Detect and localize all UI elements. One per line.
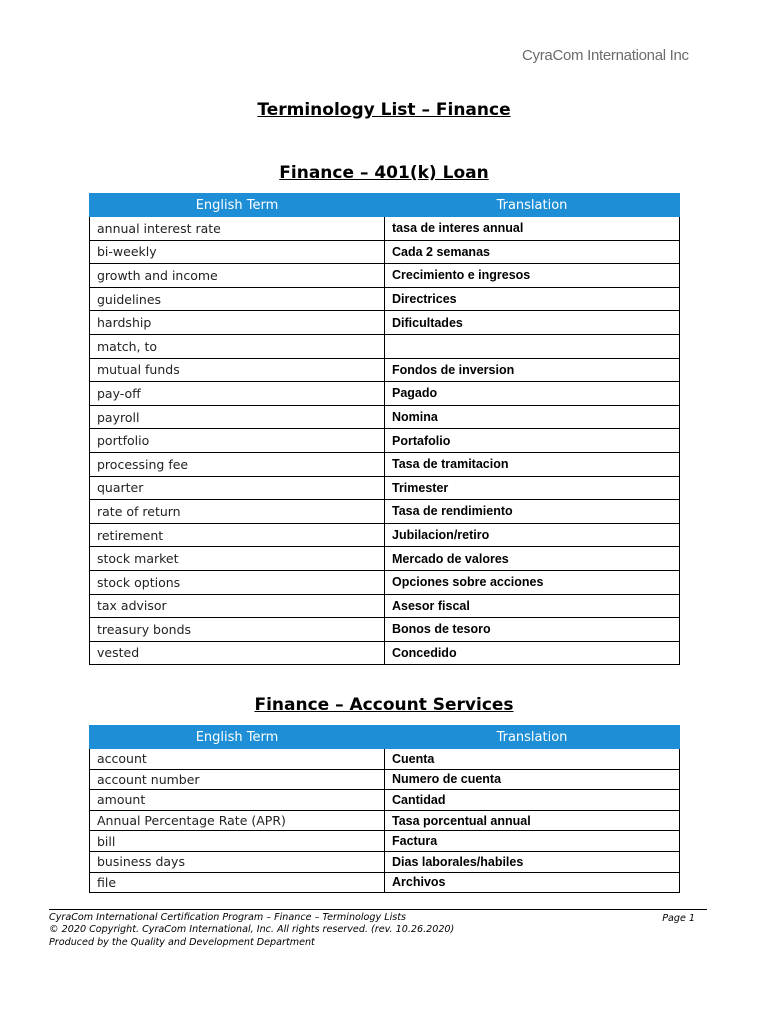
english-term-cell: bi-weekly	[90, 240, 385, 264]
translation-cell: Portafolio	[385, 429, 680, 453]
translation-cell: Tasa de tramitacion	[385, 452, 680, 476]
table-row	[90, 476, 680, 500]
english-term-cell: rate of return	[90, 500, 385, 524]
page-number: Page 1	[662, 913, 695, 924]
english-term-cell: treasury bonds	[90, 618, 385, 642]
table-row	[90, 311, 680, 335]
translation-cell: Cuenta	[385, 749, 680, 770]
translation-cell: Dias laborales/habiles	[385, 851, 680, 872]
translation-cell: Archivos	[385, 872, 680, 893]
footer-program-line: CyraCom International Certification Program – Finance – Terminology Lists	[49, 912, 407, 923]
table-header-row	[90, 726, 680, 749]
translation-cell: Jubilacion/retiro	[385, 523, 680, 547]
translation-cell: Nomina	[385, 405, 680, 429]
table-row	[90, 749, 680, 770]
footer-copyright-line: © 2020 Copyright. CyraCom International, Inc. All rights reserved. (rev. 10.26.2020)	[49, 924, 455, 936]
column-header-translation: Translation	[385, 726, 680, 749]
english-term-cell: portfolio	[90, 429, 385, 453]
translation-cell: Trimester	[385, 476, 680, 500]
translation-cell: Opciones sobre acciones	[385, 570, 680, 594]
table-row	[90, 570, 680, 594]
translation-cell: Tasa de rendimiento	[385, 500, 680, 524]
table-row	[90, 382, 680, 406]
table-row	[90, 264, 680, 288]
table-row	[90, 872, 680, 893]
table-row	[90, 452, 680, 476]
translation-cell: Tasa porcentual annual	[385, 810, 680, 831]
english-term-cell: growth and income	[90, 264, 385, 288]
table-row	[90, 217, 680, 241]
translation-cell: Numero de cuenta	[385, 769, 680, 790]
english-term-cell: processing fee	[90, 452, 385, 476]
page-footer	[49, 909, 707, 949]
english-term-cell: account number	[90, 769, 385, 790]
english-term-cell: hardship	[90, 311, 385, 335]
english-term-cell: stock options	[90, 570, 385, 594]
english-term-cell: payroll	[90, 405, 385, 429]
table-header-row	[90, 194, 680, 217]
table-row	[90, 429, 680, 453]
translation-cell: Cada 2 semanas	[385, 240, 680, 264]
translation-cell: Bonos de tesoro	[385, 618, 680, 642]
translation-cell: Crecimiento e ingresos	[385, 264, 680, 288]
english-term-cell: account	[90, 749, 385, 770]
table-row	[90, 831, 680, 852]
table-row	[90, 334, 680, 358]
english-term-cell: Annual Percentage Rate (APR)	[90, 810, 385, 831]
english-term-cell: tax advisor	[90, 594, 385, 618]
english-term-cell: bill	[90, 831, 385, 852]
translation-cell: tasa de interes annual	[385, 217, 680, 241]
terms-table-401k-loan	[89, 193, 680, 665]
table-row	[90, 790, 680, 811]
table-row	[90, 851, 680, 872]
table-row	[90, 594, 680, 618]
table-row	[90, 240, 680, 264]
table-row	[90, 500, 680, 524]
brand-logo-text: CyraCom International Inc	[522, 47, 689, 64]
english-term-cell: vested	[90, 641, 385, 665]
terms-table-account-services	[89, 725, 680, 893]
table-row	[90, 641, 680, 665]
english-term-cell: retirement	[90, 523, 385, 547]
section-title-401k-loan: Finance – 401(k) Loan	[279, 163, 489, 183]
english-term-cell: file	[90, 872, 385, 893]
document-title: Terminology List – Finance	[257, 100, 511, 120]
english-term-cell: annual interest rate	[90, 217, 385, 241]
translation-cell: Directrices	[385, 287, 680, 311]
table-row	[90, 358, 680, 382]
table-row	[90, 810, 680, 831]
footer-produced-by-line: Produced by the Quality and Development Department	[49, 936, 315, 948]
translation-cell: Factura	[385, 831, 680, 852]
translation-cell: Fondos de inversion	[385, 358, 680, 382]
column-header-english-term: English Term	[90, 726, 385, 749]
english-term-cell: quarter	[90, 476, 385, 500]
column-header-translation: Translation	[385, 194, 680, 217]
english-term-cell: business days	[90, 851, 385, 872]
english-term-cell: match, to	[90, 334, 385, 358]
section-title-account-services: Finance – Account Services	[254, 695, 514, 715]
column-header-english-term: English Term	[90, 194, 385, 217]
translation-cell: Pagado	[385, 382, 680, 406]
translation-cell: Mercado de valores	[385, 547, 680, 571]
table-row	[90, 547, 680, 571]
english-term-cell: mutual funds	[90, 358, 385, 382]
table-row	[90, 287, 680, 311]
english-term-cell: pay-off	[90, 382, 385, 406]
table-row	[90, 523, 680, 547]
translation-cell: Cantidad	[385, 790, 680, 811]
table-row	[90, 769, 680, 790]
table-row	[90, 618, 680, 642]
english-term-cell: stock market	[90, 547, 385, 571]
english-term-cell: guidelines	[90, 287, 385, 311]
translation-cell: Dificultades	[385, 311, 680, 335]
english-term-cell: amount	[90, 790, 385, 811]
table-row	[90, 405, 680, 429]
translation-cell	[385, 334, 680, 358]
table-body	[90, 749, 680, 893]
translation-cell: Asesor fiscal	[385, 594, 680, 618]
translation-cell: Concedido	[385, 641, 680, 665]
table-body	[90, 217, 680, 665]
